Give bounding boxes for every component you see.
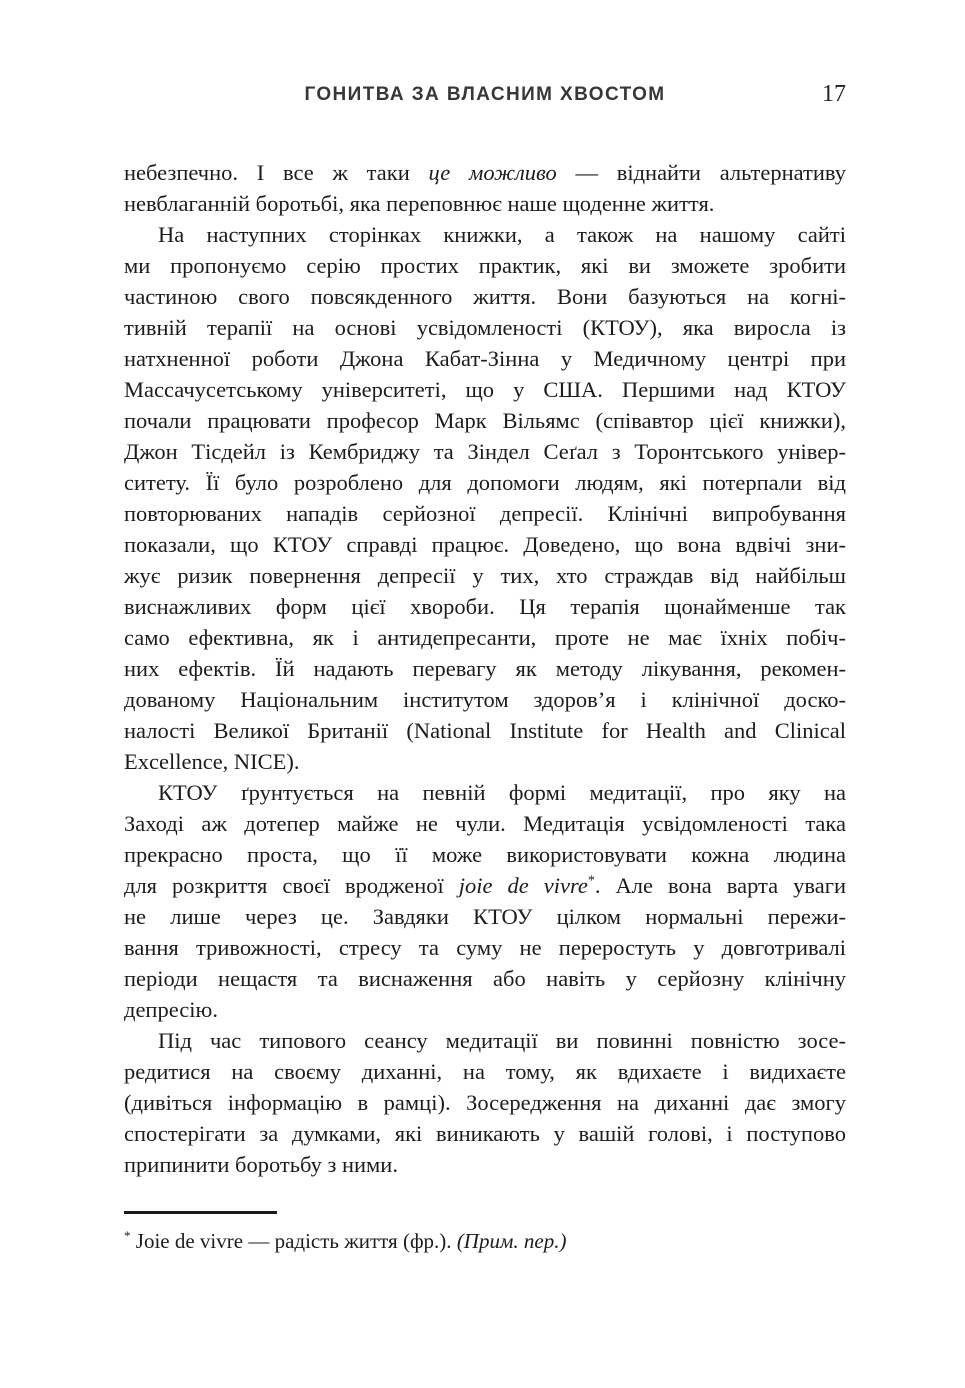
text-line — [124, 560, 846, 591]
text-segment: joie de vivre — [458, 873, 588, 898]
text-line — [124, 157, 846, 188]
text-segment: повторюваних нападів серйозної депресії. Клінічні випробування — [124, 501, 846, 526]
footnote-divider — [124, 1211, 277, 1214]
text-line — [124, 777, 846, 808]
text-line — [124, 374, 846, 405]
text-line — [124, 684, 846, 715]
running-header — [124, 81, 846, 114]
text-line — [124, 901, 846, 932]
text-line — [124, 591, 846, 622]
footnote — [124, 1227, 846, 1256]
text-line — [124, 219, 846, 250]
text-segment: (Прим. пер.) — [456, 1229, 567, 1253]
paragraph — [124, 1025, 846, 1180]
text-line — [124, 839, 846, 870]
page-number: 17 — [822, 81, 846, 107]
paragraph — [124, 157, 846, 219]
text-line — [124, 1118, 846, 1149]
text-segment: ми пропонуємо серію простих практик, які ви зможете зробити — [124, 253, 846, 278]
text-segment: дованому Національним інститутом здоров’я і клінічної доско- — [124, 687, 846, 712]
text-segment: КТОУ ґрунтується на певній формі медитації, про яку на — [158, 780, 846, 805]
text-segment: Під час типового сеансу медитації ви повинні повністю зосе- — [158, 1028, 846, 1053]
text-segment: них ефектів. Їй надають перевагу як методу лікування, рекомен- — [124, 656, 846, 681]
text-line — [124, 343, 846, 374]
text-segment: депресію. — [124, 997, 218, 1022]
text-line — [124, 498, 846, 529]
paragraph — [124, 777, 846, 1025]
text-segment: це можливо — [428, 160, 557, 185]
text-segment: Joie de vivre — радість життя (фр.). — [130, 1229, 457, 1253]
text-line — [124, 994, 846, 1025]
text-segment: Джон Тісдейл із Кембриджу та Зіндел Сеґал з Торонтського універ- — [124, 439, 846, 464]
text-segment: * — [587, 873, 595, 889]
text-segment: редитися на своєму диханні, на тому, як вдихаєте і видихаєте — [124, 1059, 846, 1084]
text-segment: спостерігати за думками, які виникають у вашій голові, і поступово — [124, 1121, 846, 1146]
paragraph — [124, 219, 846, 777]
text-line — [124, 405, 846, 436]
text-segment: — віднайти альтернативу — [556, 160, 847, 185]
text-line — [124, 188, 846, 219]
text-segment: частиною свого повсякденного життя. Вони базуються на когні- — [124, 284, 846, 309]
text-segment: прекрасно проста, що її може використовувати кожна людина — [124, 842, 846, 867]
text-segment: тивній терапії на основі усвідомленості (КТОУ), яка виросла із — [124, 315, 846, 340]
text-segment: (дивіться інформацію в рамці). Зосередження на диханні дає змогу — [124, 1090, 846, 1115]
text-line — [124, 529, 846, 560]
text-line — [124, 653, 846, 684]
text-segment: * — [124, 1228, 131, 1243]
text-segment: періоди нещастя та виснаження або навіть у серйозну клінічну — [124, 966, 846, 991]
text-line — [124, 281, 846, 312]
text-line — [124, 1149, 846, 1180]
text-segment: вання тривожності, стресу та суму не переростуть у довготривалі — [124, 935, 846, 960]
text-segment: . Але вона варта уваги — [594, 873, 847, 898]
text-line — [124, 808, 846, 839]
text-segment: почали працювати професор Марк Вільямс (співавтор цієї книжки), — [124, 408, 846, 433]
text-line — [124, 436, 846, 467]
text-segment: На наступних сторінках книжки, а також на нашому сайті — [158, 222, 846, 247]
text-line — [124, 467, 846, 498]
text-line — [124, 1056, 846, 1087]
text-line — [124, 250, 846, 281]
text-line — [124, 963, 846, 994]
text-line — [124, 1087, 846, 1118]
text-line — [124, 312, 846, 343]
text-segment: припинити боротьбу з ними. — [124, 1152, 398, 1177]
text-segment: ситету. Її було розроблено для допомоги людям, які потерпали від — [124, 470, 846, 495]
text-segment: Заході аж дотепер майже не чули. Медитація усвідомленості така — [124, 811, 846, 836]
text-segment: Excellence, NICE). — [124, 749, 300, 774]
text-line — [124, 746, 846, 777]
text-segment: Массачусетському університеті, що у США. Першими над КТОУ — [124, 377, 846, 402]
text-segment: жує ризик повернення депресії у тих, хто страждав від найбільш — [124, 563, 846, 588]
text-segment: показали, що КТОУ справді працює. Доведено, що вона вдвічі зни- — [124, 532, 846, 557]
text-line — [124, 715, 846, 746]
text-line — [124, 1025, 846, 1056]
text-line — [124, 622, 846, 653]
running-header-title: ГОНИТВА ЗА ВЛАСНИМ ХВОСТОМ — [304, 84, 666, 105]
text-line — [124, 932, 846, 963]
text-segment: для розкриття своєї вродженої — [124, 873, 459, 898]
text-line — [124, 870, 846, 901]
text-segment: невблаганній боротьбі, яка переповнює наше щоденне життя. — [124, 191, 715, 216]
text-segment: само ефективна, як і антидепресанти, проте не має їхніх побіч- — [124, 625, 846, 650]
text-segment: не лише через це. Завдяки КТОУ цілком нормальні пережи- — [124, 904, 846, 929]
body-text — [124, 157, 846, 1180]
text-segment: виснажливих форм цієї хвороби. Ця терапія щонайменше так — [124, 594, 846, 619]
text-segment: небезпечно. І все ж таки — [124, 160, 429, 185]
text-segment: натхненної роботи Джона Кабат-Зінна у Медичному центрі при — [124, 346, 846, 371]
text-segment: налості Великої Британії (National Institute for Health and Clinical — [124, 718, 846, 743]
